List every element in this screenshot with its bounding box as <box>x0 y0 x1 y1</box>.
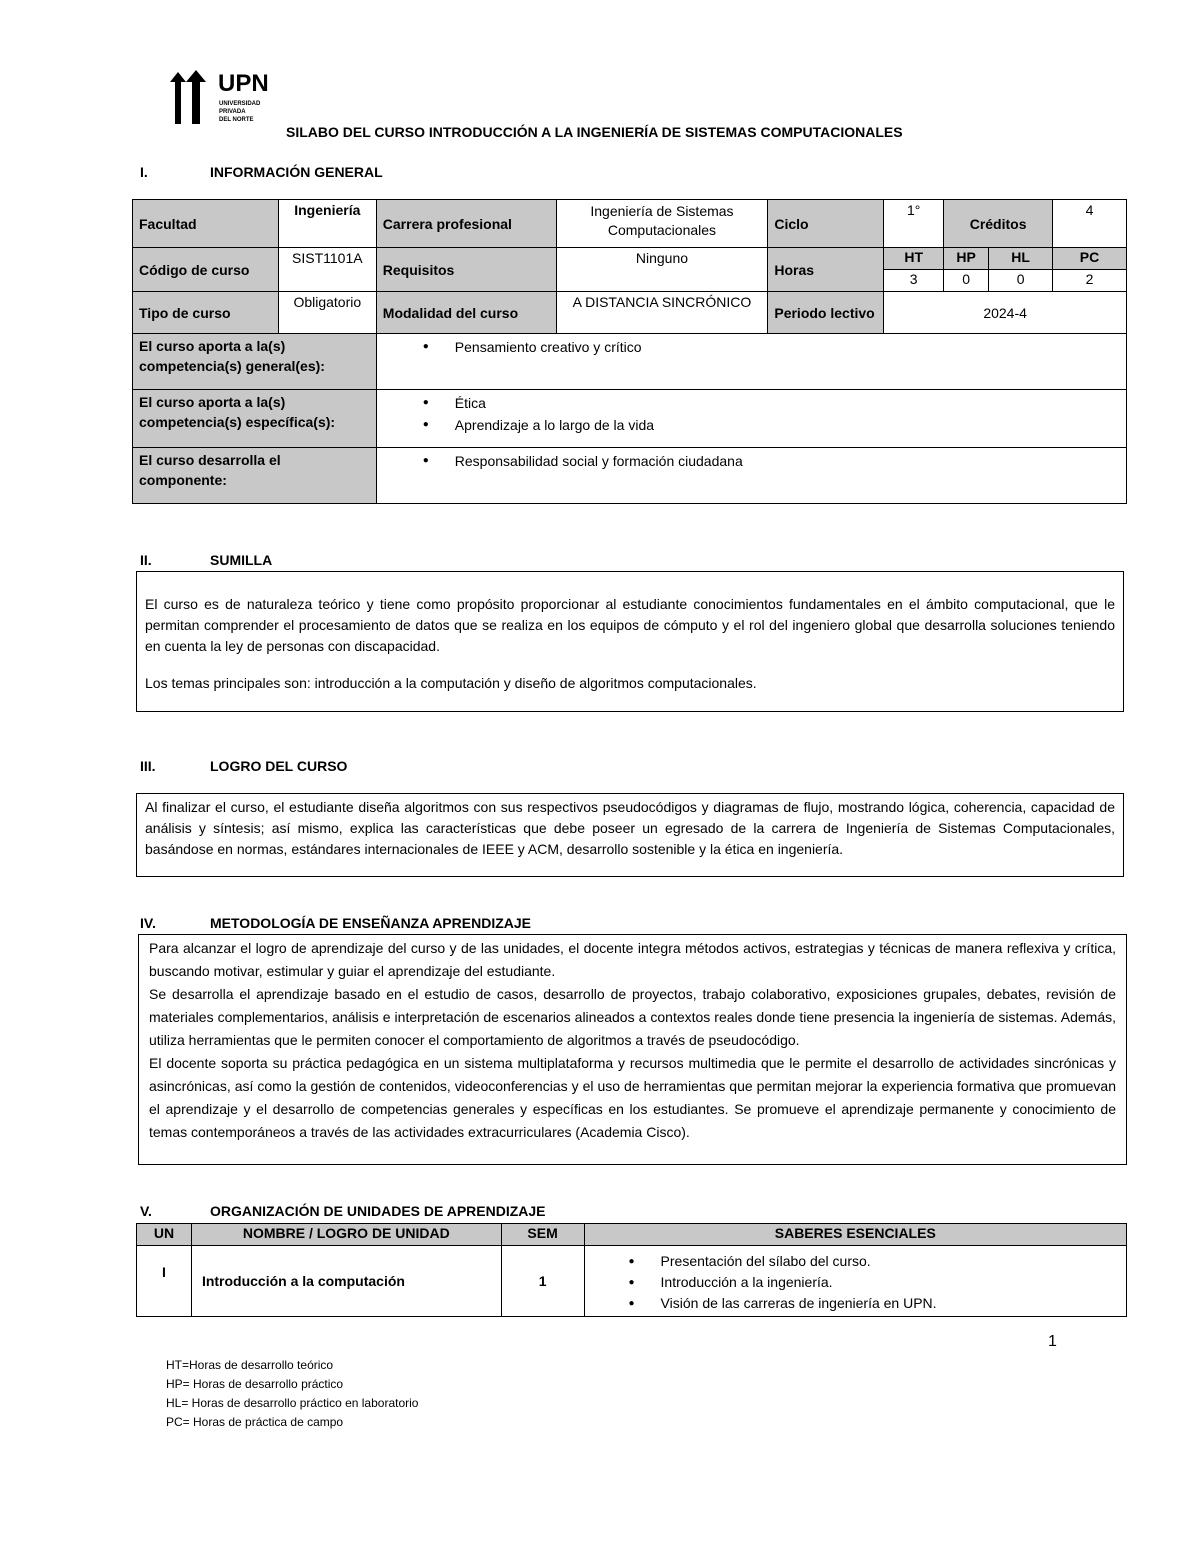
periodo-value: 2024-4 <box>884 292 1127 334</box>
general-info-table <box>132 199 1127 504</box>
creditos-value: 4 <box>1053 200 1127 248</box>
footnote-hp: HP= Horas de desarrollo práctico <box>166 1377 344 1391</box>
codigo-label: Código de curso <box>133 248 279 292</box>
carrera-label: Carrera profesional <box>376 200 556 248</box>
unit-sem: 1 <box>501 1246 584 1317</box>
metodologia-paragraph: Se desarrolla el aprendizaje basado en el estudio de casos, desarrollo de proyectos, trabajo colaborativo, exposiciones grupales, debates, revisión de materiales complementarios, análisis e interpretación de escenarios alineados a contextos reales donde tiene presencia la ingeniería de sistemas. Además, utiliza herramientas que le permiten conocer el comportamiento de algoritmos a través de pseudocódigo. <box>149 986 1116 1048</box>
competencia-especifica-label: El curso aporta a la(s) competencia(s) específica(s): <box>133 390 377 448</box>
metodologia-paragraph: Para alcanzar el logro de aprendizaje del curso y de las unidades, el docente integra métodos activos, estrategias y técnicas de manera reflexiva y crítica, buscando motivar, estimular y guiar el aprendizaje del estudiante. <box>149 940 1116 979</box>
footnote-ht: HT=Horas de desarrollo teórico <box>166 1358 334 1372</box>
document-title: SILABO DEL CURSO INTRODUCCIÓN A LA INGENIERÍA DE SISTEMAS COMPUTACIONALES <box>286 124 903 140</box>
logo-wordmark: UPN <box>218 70 269 97</box>
logro-box <box>136 793 1124 877</box>
sumilla-paragraph: El curso es de naturaleza teórico y tiene como propósito proporcionar al estudiante conocimientos fundamentales en el ámbito computacional, que le permitan comprender el procesamiento de datos que se realiza en los equipos de cómputo y el rol del ingeniero global que desarrolla soluciones teniendo en cuenta la ley de personas con discapacidad. <box>145 596 1115 654</box>
list-item: ● Visión de las carreras de ingeniería en UPN. <box>629 1293 1120 1314</box>
list-item: ● Ética <box>423 392 1120 414</box>
section-3-title: LOGRO DEL CURSO <box>210 758 348 774</box>
sumilla-box <box>136 571 1124 712</box>
creditos-label: Créditos <box>944 200 1053 248</box>
list-item: ● Responsabilidad social y formación ciudadana <box>423 450 1120 472</box>
units-header-saberes: SABERES ESENCIALES <box>584 1224 1126 1246</box>
list-item: ● Pensamiento creativo y crítico <box>423 336 1120 358</box>
unit-number: I <box>137 1246 192 1317</box>
list-item: ● Aprendizaje a lo largo de la vida <box>423 414 1120 436</box>
hp-label: HP <box>944 248 989 270</box>
ciclo-value: 1° <box>884 200 944 248</box>
footnote-pc: PC= Horas de práctica de campo <box>166 1415 344 1429</box>
metodologia-box <box>138 934 1127 1165</box>
section-5-number: V. <box>140 1203 152 1219</box>
tipo-label: Tipo de curso <box>133 292 279 334</box>
hl-label: HL <box>989 248 1053 270</box>
componente-value <box>376 448 1126 504</box>
pc-label: PC <box>1053 248 1127 270</box>
requisitos-value: Ninguno <box>556 248 768 292</box>
competencia-general-label: El curso aporta a la(s) competencia(s) general(es): <box>133 334 377 390</box>
tipo-value: Obligatorio <box>278 292 376 334</box>
facultad-value: Ingeniería <box>278 200 376 248</box>
facultad-label: Facultad <box>133 200 279 248</box>
list-item: ● Introducción a la ingeniería. <box>629 1272 1120 1293</box>
hp-value: 0 <box>944 270 989 292</box>
units-header-sem: SEM <box>501 1224 584 1246</box>
section-4-number: IV. <box>140 915 156 931</box>
hl-value: 0 <box>989 270 1053 292</box>
codigo-value: SIST1101A <box>278 248 376 292</box>
section-2-number: II. <box>140 552 152 568</box>
table-row <box>137 1246 1127 1317</box>
ht-label: HT <box>884 248 944 270</box>
section-5-title: ORGANIZACIÓN DE UNIDADES DE APRENDIZAJE <box>210 1203 546 1219</box>
section-3-number: III. <box>140 758 156 774</box>
modalidad-label: Modalidad del curso <box>376 292 556 334</box>
carrera-value: Ingeniería de Sistemas Computacionales <box>556 200 768 248</box>
logro-paragraph: Al finalizar el curso, el estudiante diseña algoritmos con sus respectivos pseudocódigos y diagramas de flujo, mostrando lógica, coherencia, capacidad de análisis y síntesis; así mismo, explica las características que debe poseer un egresado de la carrera de Ingeniería de Sistemas Computacionales, basándose en normas, estándares internacionales de IEEE y ACM, desarrollo sostenible y la ética en ingeniería. <box>145 799 1115 857</box>
upn-logo <box>166 68 276 130</box>
upn-logo-mark-icon <box>166 68 214 126</box>
list-item: ● Presentación del sílabo del curso. <box>629 1251 1120 1272</box>
horas-label: Horas <box>768 248 884 292</box>
componente-label: El curso desarrolla el componente: <box>133 448 377 504</box>
section-2-title: SUMILLA <box>210 552 273 568</box>
page-number: 1 <box>1048 1333 1057 1350</box>
section-1-title: INFORMACIÓN GENERAL <box>210 164 383 180</box>
requisitos-label: Requisitos <box>376 248 556 292</box>
footnotes <box>166 1356 418 1432</box>
units-header-nombre: NOMBRE / LOGRO DE UNIDAD <box>191 1224 501 1246</box>
modalidad-value: A DISTANCIA SINCRÓNICO <box>556 292 768 334</box>
pc-value: 2 <box>1053 270 1127 292</box>
section-4-title: METODOLOGÍA DE ENSEÑANZA APRENDIZAJE <box>210 915 531 931</box>
ciclo-label: Ciclo <box>768 200 884 248</box>
units-header-un: UN <box>137 1224 192 1246</box>
competencia-general-value <box>376 334 1126 390</box>
units-table <box>136 1223 1127 1317</box>
metodologia-paragraph: El docente soporta su práctica pedagógica en un sistema multiplataforma y recursos multimedia que le permite el desarrollo de actividades sincrónicas y asincrónicas, así como la gestión de contenidos, videoconferencias y el uso de herramientas que permitan mejorar la experiencia formativa que promuevan el aprendizaje y el desarrollo de competencias generales y específicas en los estudiantes. Se promueve el aprendizaje permanente y conocimiento de temas contemporáneos a través de las actividades extracurriculares (Academia Cisco). <box>149 1055 1116 1140</box>
section-1-number: I. <box>140 164 148 180</box>
periodo-label: Periodo lectivo <box>768 292 884 334</box>
footnote-hl: HL= Horas de desarrollo práctico en laboratorio <box>166 1396 419 1410</box>
logo-subtitle: UNIVERSIDAD PRIVADA DEL NORTE <box>219 101 261 123</box>
ht-value: 3 <box>884 270 944 292</box>
unit-saberes <box>584 1246 1126 1317</box>
competencia-especifica-value <box>376 390 1126 448</box>
sumilla-paragraph: Los temas principales son: introducción a la computación y diseño de algoritmos computacionales. <box>145 675 757 691</box>
unit-name: Introducción a la computación <box>191 1246 501 1317</box>
